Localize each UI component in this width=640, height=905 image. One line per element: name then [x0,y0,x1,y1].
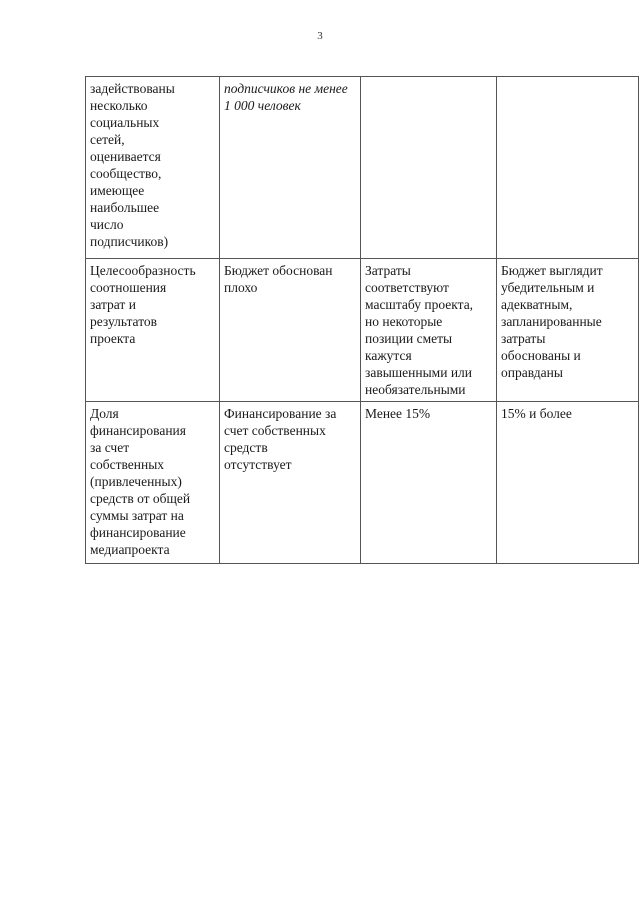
level-2-cell: Затраты соответствуют масштабу проекта, но некоторые позиции сметы кажутся завышенными или необязательными [361,259,497,402]
evaluation-criteria-table [85,76,639,564]
level-1-cell: Бюджет обоснован плохо [220,259,361,402]
table-row [86,77,639,259]
level-3-cell: 15% и более [497,402,639,564]
level-1-cell: подписчиков не менее 1 000 человек [220,77,361,259]
level-3-cell [497,77,639,259]
level-3-cell: Бюджет выглядит убедительным и адекватным, запланированные затраты обоснованы и оправданы [497,259,639,402]
table-row [86,259,639,402]
level-1-cell: Финансирование за счет собственных средств отсутствует [220,402,361,564]
level-2-cell [361,77,497,259]
page-number: 3 [317,30,323,42]
table-row [86,402,639,564]
criterion-cell: Целесообразность соотношения затрат и результатов проекта [86,259,220,402]
criterion-cell: Доля финансирования за счет собственных (привлеченных) средств от общей суммы затрат на финансирование медиапроекта [86,402,220,564]
level-2-cell: Менее 15% [361,402,497,564]
criterion-cell: задействованы несколько социальных сетей, оценивается сообщество, имеющее наибольшее число подписчиков) [86,77,220,259]
